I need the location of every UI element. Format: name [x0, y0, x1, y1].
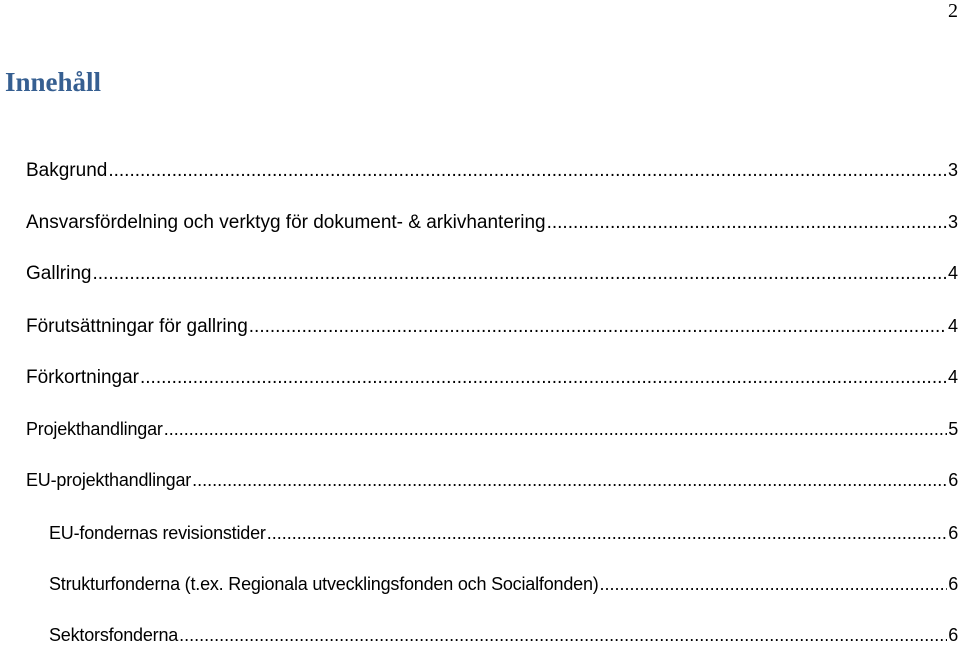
toc-entry-page: 4	[947, 367, 958, 387]
dot-leader	[164, 416, 947, 442]
toc-entry-page: 6	[948, 470, 958, 490]
toc-entry-page: 4	[947, 263, 958, 283]
toc-entry-forutsattningar[interactable]	[26, 313, 958, 339]
dot-leader	[600, 571, 948, 597]
toc-entry-page: 3	[947, 212, 958, 232]
dot-leader	[179, 622, 947, 648]
toc-entry-page: 4	[947, 316, 958, 336]
toc-entry-title: Gallring	[26, 263, 92, 284]
toc-entry-eu-fondernas-revisionstider[interactable]	[49, 520, 958, 546]
toc-entry-title: Förutsättningar för gallring	[26, 316, 248, 337]
toc-entry-title: Förkortningar	[26, 367, 139, 388]
toc-entry-title: Projekthandlingar	[26, 419, 163, 439]
toc-entry-title: Sektorsfonderna	[49, 625, 179, 645]
toc-entry-page: 3	[947, 160, 958, 180]
toc-entry-gallring[interactable]	[26, 260, 958, 286]
toc-entry-bakgrund[interactable]	[26, 157, 958, 183]
toc-entry-eu-projekthandlingar[interactable]	[26, 467, 958, 493]
dot-leader	[140, 365, 947, 391]
toc-entry-title: Ansvarsfördelning och verktyg för dokument- & arkivhantering	[26, 212, 546, 233]
toc-entry-page: 6	[948, 523, 958, 543]
dot-leader	[267, 520, 947, 546]
toc-entry-projekthandlingar[interactable]	[26, 416, 958, 442]
toc-entry-title: Bakgrund	[26, 160, 108, 181]
toc-entry-ansvarsfordelning[interactable]	[26, 209, 958, 235]
toc-entry-page: 6	[948, 625, 958, 645]
toc-entry-page: 6	[948, 574, 958, 594]
dot-leader	[108, 158, 947, 184]
toc-entry-page: 5	[948, 419, 958, 439]
toc-entry-sektorsfonderna[interactable]	[49, 622, 958, 648]
toc-entry-forkortningar[interactable]	[26, 364, 958, 390]
dot-leader	[547, 210, 947, 236]
toc-entry-title: Strukturfonderna (t.ex. Regionala utvecklingsfonden och Socialfonden)	[49, 574, 599, 594]
toc-entry-strukturfonderna[interactable]	[49, 571, 958, 597]
dot-leader	[249, 314, 947, 340]
dot-leader	[192, 467, 947, 493]
toc-entry-title: EU-projekthandlingar	[26, 470, 192, 490]
toc-heading: Innehåll	[5, 67, 102, 97]
dot-leader	[92, 261, 947, 287]
toc-entry-title: EU-fondernas revisionstider	[49, 523, 266, 543]
page-number: 2	[948, 0, 958, 22]
